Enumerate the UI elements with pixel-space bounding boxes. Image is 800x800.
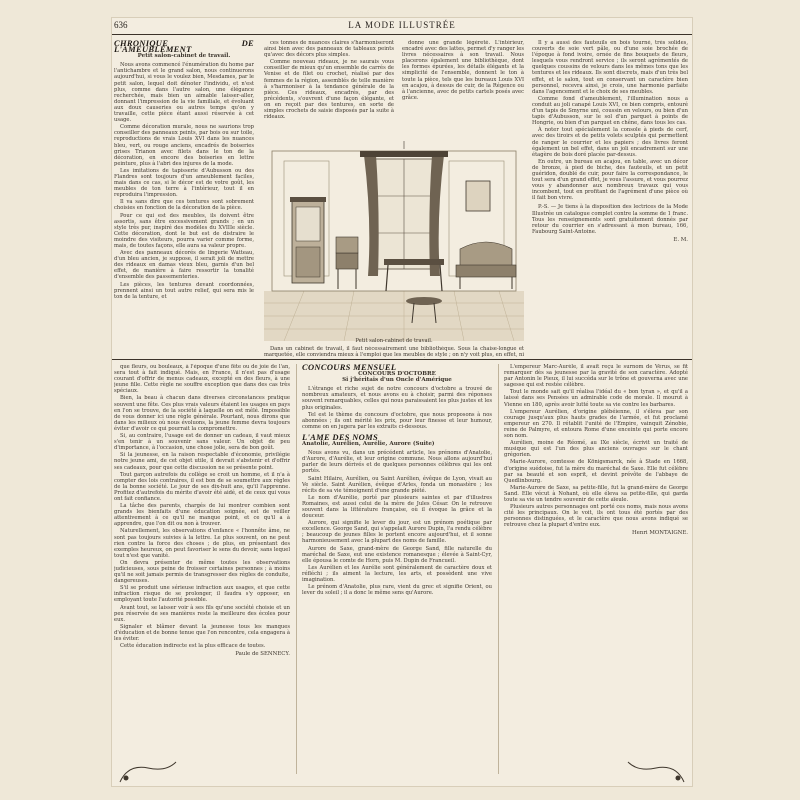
paragraph: Il va sans dire que ces tentures sont sobrement choisies en fonction de la décoration de la pièce. [114,199,254,212]
ps-note: P.-S. — Je tiens à la disposition des lectrices de la Mode Illustrée un catalogue complet contre la somme de 1 franc. Tous les renseignements sont gratuitement donnés par retour du courrier en s'adressant à mon bureau, 166, Faubourg Saint-Antoine. [532,204,688,235]
paragraph: Marie-Aurore, comtesse de Königsmarck, née à Stade en 1668, d'origine suédoise, fut la mère du maréchal de Saxe. Elle fut célèbre par sa beauté et son esprit, et devint prévôte de l'abbaye de Quedlinbourg. [504,459,688,484]
paragraph: Si, au contraire, l'usage est de donner un cadeau, il vaut mieux s'en tenir à un souvenir sans valeur. Un objet de peu d'importance, à l'occasion, une chose jolie, sera de bon goût. [114,433,290,452]
header-rule [112,34,692,35]
paragraph: Saint Hilaire, Aurélien, ou Saint Aurélien, évêque de Lyon, vivait au Ve siècle. Saint Aurélien, évêque d'Arles, fonda un monastère ; les récits de sa vie témoignent d'une grande piété. [302,475,492,494]
page-number: 636 [114,20,128,30]
chronique-title: CHRONIQUE DE L'AMEUBLEMENT [114,40,254,55]
paragraph: Si la jeunesse, en la raison respectable d'économie, privilégie notre jeune ami, de cet objet utile, il devrait s'abstenir et d'offrir ses cadeaux, pour que cette discussion ne se présente point. [114,452,290,471]
paragraph: Aurore de Saxe, grand-mère de George Sand, fille naturelle du maréchal de Saxe, eut une existence romanesque ; élevée à Saint-Cyr, elle épousa le comte de Horn, puis M. Dupin de Francueil. [302,545,492,564]
paragraph: Naturellement, les observations d'enfance « l'honnête âme, ne sont pas toujours suivies à la lettre. Le plus souvent, on ne peut rien contre la force des choses ; de plus, en présentant des exemples heureux, on peut favoriser le sens du devoir, sans lequel tout n'est que vanité. [114,528,290,559]
column-divider [296,364,297,774]
concours-subtitle: CONCOURS D'OCTOBRE [358,371,436,378]
article-signature: Paule de SENNECY. [235,651,290,658]
paragraph: Les Aurélien et les Aurélie sont généralement de caractère doux et réfléchi ; ils aiment la lecture, les arts, et possèdent une vive imagination. [302,564,492,583]
section-rule [112,359,692,360]
paragraph: Avant tout, se laisser voir à ses fils qu'une société choisie et un peu réservée de ses manières reste la meilleure des écoles pour eux. [114,604,290,623]
magazine-page [112,18,692,786]
paragraph: Comme fond d'ameublement, l'illumination nous a conduit au joli canapé Louis XVI, ce bien compris, entouré d'un tapis de Smyrne uni, coussin en velours, ou bien d'un tapis d'Aubusson, sur le sol d'un parquet à points de Hongrie, ou bien d'un parquet en chêne, dans tous les cas. [532,95,688,127]
ame-subtitle: Anatolie, Aurélien, Aurélie, Aurore (Suite) [302,441,435,448]
chronique-column-3 [532,40,688,356]
paragraph: Dans un cabinet de travail, il faut nécessairement une bibliothèque. Sous la chaise-longue et marquetée, elle conviendra mieux à l'emploi que les meubles de style ; on n'y voit plus, en effet, ni [264,346,524,358]
ornament-icon [118,760,178,784]
paragraph: À noter tout spécialement la console à pieds de cerf, avec des tiroirs et de petits volets sculptés qui permettent de ranger le courrier et les papiers ; des livres feront également un bel effet, dans un joli encadrement sur une étagère de bois doré placée par-dessus. [532,127,688,158]
paragraph: Signaler et blâmer devant la jeunesse tous les manques d'éducation et de bonne tenue que l'on rencontre, cela engagera à les éviter. [114,623,290,643]
paragraph: S'il se produit une sérieuse infraction aux usages, et que cette infraction risque de se prolonger, il faudra s'y opposer, en employant toute l'autorité possible. [114,585,290,604]
paragraph: Marie-Aurore de Saxe, sa petite-fille, fut la grand-mère de George Sand. Elle vécut à Nohant, où elle éleva sa petite-fille, qui garda toute sa vie un tendre souvenir de cette aïeule. [504,484,688,503]
chronique-column-2 [264,40,394,134]
ps-signature: E. M. [673,236,688,243]
paragraph: Avec des panneaux décorés de lingerie Watteau, d'un bleu ancien, je suppose, il serait joli de mettre des rideaux en damas vieux bleu, garnis d'un bel effet, de manière à faire ressortir la tonalité d'ensemble des passementeries. [114,250,254,281]
paragraph: Tout garçon autrefois du collège se croit un homme, et il n'a à compter des lois contraires, il est bon de se soumettre aux règles de la bonne société. Le jour de ses dix-huit ans, qu'il l'apprenne. Profitez d'autrefois du mérite d'avoir été aidé, et de ceux qui vous ont fait confiance. [114,471,290,502]
lower-column-1 [114,364,290,764]
paragraph: L'étrange et riche sujet de notre concours d'octobre a trouvé de nombreux amateurs, et nous avons eu à choisir, parmi des réponses souvent remarquables, celles qui nous paraissaient les plus justes et les plus originales. [302,386,492,411]
paragraph: Comme décoration murale, nous ne saurions trop conseiller des panneaux peints, par bois ou sur toile, reproductions de vrais Louis XVI dans les nuances bleu, vert, ou rouge anciens, encadrés de boiseries grises Trianon avec filets dans le ton de la décoration, en encore des boiseries en lettre peinture, plus à l'abri des injures de la mode. [114,124,254,167]
concours-subtitle-2: Si j'héritais d'un Oncle d'Amérique [342,377,452,384]
ornament-icon [626,760,686,784]
illustration-caption: Petit salon-cabinet de travail. [355,338,433,344]
paragraph: Plusieurs autres personnages ont porté ces noms, mais nous avons cité les principaux. On le voit, ils ont tous été portés par des personnes distinguées, et le caractère que nous avons indiqué se retrouve chez la plupart d'entre eux. [504,504,688,529]
paragraph: Comme nouveau rideaux, je ne saurais vous conseiller de mieux qu'un ensemble de carrés de Venise et de filet ou crochet, réalisé par des femmes de la région, assemblés de telle manière à s'harmoniser à la tendance générale de la pièce. Ces rideaux, encadrés, par des précédents, s'ouvrent d'une façon élégante, et on en reçoit par des tentures, en sorte de simples crochets de saisie disposés par la suite à rideaux. [264,59,394,121]
paragraph: Bien, la beau à chacun dans diverses circonstances pratique souvent une fête. Ces plus vrais valeurs étaient les usages en pays en l'on se trouve, de la société à laquelle on est mêlé. Impossible de vous donner ici une règle générale. Pourtant, nous dirons que dans les milieux où nous évoluons, la jeune femme devra toujours éviter d'avoir ce qui pourrait la compromettre. [114,395,290,432]
paragraph: Nous avons vu, dans un précédent article, les prénoms d'Anatolie, d'Aurore, d'Aurélie, et leur origine commune. Nous allons aujourd'hui parler de leurs dérivés et de quelques personnes célèbres qui les ont portés. [302,450,492,475]
ame-title: L'AME DES NOMS [302,431,378,442]
salon-illustration [264,136,524,346]
paragraph: Pour ce qui est des meubles, ils doivent être assortis, sans être excessivement grands ; en un style très pur, inspiré des modèles du XVIIIe siècle. Cette décoration, dont le but est de distraire le moindre des visiteurs, pourra varier comme forme, mais, de toutes façons, elle aura sa valeur propre. [114,212,254,249]
paragraph: Le prénom d'Anatolie, plus rare, vient du grec et signifie Orient, ou lever du soleil ; il a donc le même sens qu'Aurore. [302,584,492,597]
running-header [112,20,692,34]
paragraph: Nous avons commencé l'énumération du home par l'antichambre et le grand salon, nous continuerons aujourd'hui, si vous le voulez bien, Mesdames, par le petit salon, lequel doit dénoter l'individu, et n'est plus, comme dans l'autre salon, une élégance recherchée, mais bien un aimable laisser-aller, donnant l'impression de la vie familiale, et évoluant aux doux causeries ou autres temps qu'on y travaille, cette pièce étant aussi réservée à cet usage. [114,62,254,124]
lower-column-2 [302,364,492,774]
paragraph: On devra présenter de même toutes les observations judicieuses, sous peine de froisser certaines personnes ; à moins qu'il ne soit jamais permis de transgresser des règles de conduite, dangereuses. [114,559,290,585]
paragraph: Cette éducation indirecte est la plus efficace de toutes. [120,643,266,650]
paragraph: donne une grande légèreté. L'intérieur, encadré avec des lattes, permet d'y ranger les livres nécessaires à son travail. Nous placerons également une bibliothèque, dont les formes épurées, les détails élégants et la simplicité de l'ensemble, donnent le ton à toute la pièce, tels que les bureaux Louis XVI en acajou, à dessus de cuir, de la Régence ou à l'ancienne, avec de petits cartels posés avec grâce. [402,40,524,101]
paragraph: La tâche des parents, chargés de lui montrer combien sont grands les bienfaits d'une éducation soignée, est de veiller attentivement à ce qu'il ne manque point, et ce qu'il a à apprendre, que l'on dit ou non à trouver. [114,503,290,528]
paragraph: L'empereur Marc-Aurèle, il avait reçu le surnom de Vérus, se fit remarquer dès sa jeunesse par la gravité de son caractère. Adopté par Antonin le Pieux, il lui succéda sur le trône et gouverna avec une sagesse qui est restée célèbre. [504,364,688,389]
paragraph: Tout le monde sait qu'il réalisa l'idéal du « bon tyran », et qu'il a laissé dans ses Pensées un admirable code de morale. Il mourut à Vienne en 180, après avoir lutté toute sa vie contre les barbares. [504,389,688,408]
below-illustration-text [264,346,524,358]
chronique-column-1 [114,40,254,356]
paragraph: Le nom d'Aurélie, porté par plusieurs saintes et par d'illustres Romaines, est aussi celui de la mère de Jules César. On le retrouve souvent dans la littérature française, où il évoque la grâce et la douceur. [302,494,492,520]
lower-column-3 [504,364,688,774]
paragraph: L'empereur Aurélien, d'origine plébéienne, il s'éleva par son courage jusqu'aux plus hauts grades de l'armée, et fut proclamé empereur en 270. Il rétablit l'unité de l'Empire, vainquit Zénobie, reine de Palmyre, et entoura Rome d'une enceinte qui porte encore son nom. [504,408,688,440]
chronique-column-2b [402,40,524,134]
paragraph: En outre, un bureau en acajou, en table, avec un décor de bronze, à pied de biche, des fauteuils, et un petit guéridon, doublé de cuir, pour faire la correspondance, le tout sera d'un grand effet, je vous l'assure, et vous pourrez vous y abandonner aux nombreux travaux qui vous incombent, tout en profitant de l'agrément d'une pièce où il fait bon vivre. [532,158,688,202]
publication-title: LA MODE ILLUSTRÉE [348,20,456,30]
chronique-subtitle: Petit salon-cabinet de travail. [137,53,231,60]
paragraph: Aurore, qui signifie le lever du jour, est un prénom poétique par excellence. George Sand, qui s'appelait Aurore Dupin, l'a rendu célèbre ; beaucoup de jeunes filles le portent encore aujourd'hui, et il sonne harmonieusement avec la plupart des noms de famille. [302,520,492,545]
paragraph: que fleurs, ou bouleaux, à l'époque d'une fête ou de joie de l'an, sera tout à fait indiqué. Mais, en France, il n'est pas d'usage courant d'offrir de menus cadeaux, excepté en des fleurs, à une jeune fille. Cette règle ne souffre exception que dans des cas très spéciaux. [114,364,290,395]
concours-title: CONCOURS MENSUEL [302,364,397,372]
paragraph: Les imitations de tapisserie d'Aubusson ou des Flandres sont toujours d'un ameublement faciles, mais dans ce cas, si le décor est de votre goût, les meubles de ton terre à l'intérieur, tout il en reproduira l'impression. [114,167,254,199]
paragraph: Aurélien, moine de Réomé, au IXe siècle, écrivit un traité de musique qui est l'un des plus anciens ouvrages sur le chant grégorien. [504,440,688,459]
paragraph: Tel est le thème du concours d'octobre, que nous proposons à nos abonnées ; ils ont mérité les prix, pour leur finesse et leur humour, comme on en jugera par les extraits ci-dessous. [302,411,492,430]
article-signature: Henri MONTAIGNE. [631,530,688,537]
paragraph: Les pièces, les tentures devant coordonnées, prennent ainsi un tout autre relief, qui sera mis le ton de la tenture, et [114,281,254,300]
paragraph: Il y a aussi des fauteuils en bois tourné, très solides, couverts de soie vert pâle, ou d'une soie brochée de l'époque à fond ivoire, ornée de fins bouquets de fleurs, lesquels vous rendront service ; ils seront agrémentés de quelques coussins de velours dans les mêmes tons que les tentures et les rideaux. Ils sont discrets, mais d'un très bel effet, et le salon, tout en conservant un caractère bien personnel, recevra ainsi, je crois, une harmonie parfaite dans l'agencement et le choix de ses meubles. [532,40,688,95]
column-divider [498,364,499,774]
paragraph: ces tonnes de nuances claires s'harmoniseront ainsi bien avec des panneaux de tableaux peints qu'avec des décors plus simples. [264,40,394,59]
